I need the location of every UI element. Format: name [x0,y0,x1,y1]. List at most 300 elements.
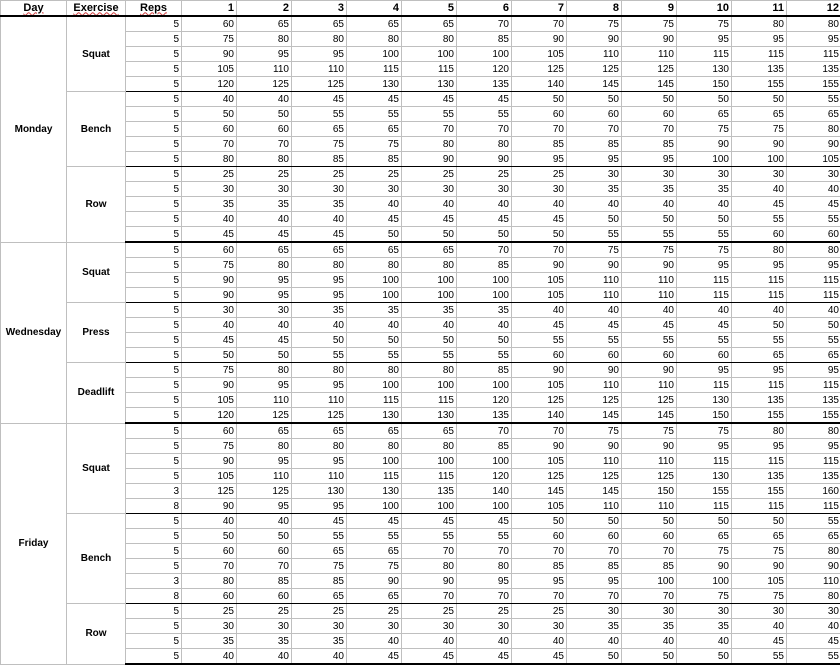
header-week[interactable]: 7 [512,1,567,17]
weight-cell[interactable]: 80 [402,363,457,378]
weight-cell[interactable]: 125 [237,77,292,92]
weight-cell[interactable]: 95 [677,258,732,273]
day-cell[interactable]: Friday [1,423,67,664]
weight-cell[interactable]: 80 [787,122,840,137]
weight-cell[interactable]: 70 [567,122,622,137]
weight-cell[interactable]: 45 [402,649,457,665]
header-week[interactable]: 10 [677,1,732,17]
weight-cell[interactable]: 45 [787,197,840,212]
weight-cell[interactable]: 50 [732,92,787,107]
weight-cell[interactable]: 65 [347,16,402,32]
weight-cell[interactable]: 45 [292,514,347,529]
weight-cell[interactable]: 35 [677,182,732,197]
weight-cell[interactable]: 35 [237,634,292,649]
weight-cell[interactable]: 120 [457,393,512,408]
weight-cell[interactable]: 90 [182,288,237,303]
reps-cell[interactable]: 5 [126,288,182,303]
weight-cell[interactable]: 35 [622,619,677,634]
weight-cell[interactable]: 90 [402,152,457,167]
weight-cell[interactable]: 65 [787,107,840,122]
reps-cell[interactable]: 5 [126,634,182,649]
weight-cell[interactable]: 60 [567,107,622,122]
weight-cell[interactable]: 115 [677,47,732,62]
weight-cell[interactable]: 110 [622,47,677,62]
weight-cell[interactable]: 50 [512,514,567,529]
weight-cell[interactable]: 25 [292,604,347,619]
weight-cell[interactable]: 65 [787,529,840,544]
weight-cell[interactable]: 95 [512,574,567,589]
weight-cell[interactable]: 110 [622,378,677,393]
weight-cell[interactable]: 75 [622,423,677,439]
reps-cell[interactable]: 5 [126,619,182,634]
weight-cell[interactable]: 40 [677,197,732,212]
weight-cell[interactable]: 75 [677,122,732,137]
weight-cell[interactable]: 95 [567,574,622,589]
reps-cell[interactable]: 5 [126,439,182,454]
header-week[interactable]: 9 [622,1,677,17]
weight-cell[interactable]: 40 [237,318,292,333]
weight-cell[interactable]: 130 [292,484,347,499]
weight-cell[interactable]: 40 [787,182,840,197]
reps-cell[interactable]: 5 [126,137,182,152]
weight-cell[interactable]: 65 [292,589,347,604]
weight-cell[interactable]: 35 [677,619,732,634]
weight-cell[interactable]: 25 [237,604,292,619]
weight-cell[interactable]: 115 [347,62,402,77]
weight-cell[interactable]: 115 [402,393,457,408]
weight-cell[interactable]: 135 [457,408,512,424]
weight-cell[interactable]: 105 [512,288,567,303]
weight-cell[interactable]: 55 [732,212,787,227]
weight-cell[interactable]: 85 [567,559,622,574]
weight-cell[interactable]: 95 [787,363,840,378]
weight-cell[interactable]: 30 [402,182,457,197]
weight-cell[interactable]: 95 [677,439,732,454]
weight-cell[interactable]: 40 [567,303,622,318]
weight-cell[interactable]: 50 [237,107,292,122]
weight-cell[interactable]: 95 [292,47,347,62]
weight-cell[interactable]: 55 [787,333,840,348]
weight-cell[interactable]: 100 [457,47,512,62]
weight-cell[interactable]: 50 [732,514,787,529]
weight-cell[interactable]: 80 [347,32,402,47]
weight-cell[interactable]: 50 [347,333,402,348]
weight-cell[interactable]: 80 [732,242,787,258]
weight-cell[interactable]: 140 [512,77,567,92]
weight-cell[interactable]: 50 [512,227,567,243]
weight-cell[interactable]: 105 [512,273,567,288]
weight-cell[interactable]: 145 [622,408,677,424]
weight-cell[interactable]: 45 [457,649,512,665]
weight-cell[interactable]: 130 [677,393,732,408]
weight-cell[interactable]: 85 [567,137,622,152]
weight-cell[interactable]: 95 [237,47,292,62]
weight-cell[interactable]: 105 [182,62,237,77]
weight-cell[interactable]: 55 [732,333,787,348]
reps-cell[interactable]: 5 [126,227,182,243]
weight-cell[interactable]: 100 [402,47,457,62]
weight-cell[interactable]: 95 [787,258,840,273]
weight-cell[interactable]: 50 [567,514,622,529]
weight-cell[interactable]: 75 [182,32,237,47]
weight-cell[interactable]: 100 [347,454,402,469]
weight-cell[interactable]: 75 [567,423,622,439]
weight-cell[interactable]: 80 [787,16,840,32]
header-week[interactable]: 11 [732,1,787,17]
weight-cell[interactable]: 30 [347,619,402,634]
weight-cell[interactable]: 65 [402,16,457,32]
weight-cell[interactable]: 65 [292,16,347,32]
weight-cell[interactable]: 95 [677,32,732,47]
weight-cell[interactable]: 100 [402,499,457,514]
weight-cell[interactable]: 125 [567,62,622,77]
weight-cell[interactable]: 65 [732,107,787,122]
weight-cell[interactable]: 65 [677,107,732,122]
weight-cell[interactable]: 75 [182,258,237,273]
weight-cell[interactable]: 50 [512,92,567,107]
weight-cell[interactable]: 115 [402,62,457,77]
weight-cell[interactable]: 40 [457,197,512,212]
weight-cell[interactable]: 115 [347,393,402,408]
weight-cell[interactable]: 30 [622,604,677,619]
weight-cell[interactable]: 120 [457,469,512,484]
weight-cell[interactable]: 110 [567,273,622,288]
weight-cell[interactable]: 75 [622,242,677,258]
weight-cell[interactable]: 80 [402,559,457,574]
weight-cell[interactable]: 155 [677,484,732,499]
weight-cell[interactable]: 80 [787,423,840,439]
weight-cell[interactable]: 60 [237,589,292,604]
weight-cell[interactable]: 35 [292,197,347,212]
weight-cell[interactable]: 80 [237,363,292,378]
weight-cell[interactable]: 95 [677,363,732,378]
weight-cell[interactable]: 90 [787,559,840,574]
weight-cell[interactable]: 105 [512,47,567,62]
reps-cell[interactable]: 5 [126,544,182,559]
weight-cell[interactable]: 140 [457,484,512,499]
weight-cell[interactable]: 75 [677,589,732,604]
weight-cell[interactable]: 45 [347,514,402,529]
weight-cell[interactable]: 125 [567,393,622,408]
weight-cell[interactable]: 45 [567,318,622,333]
weight-cell[interactable]: 60 [182,589,237,604]
weight-cell[interactable]: 110 [622,499,677,514]
weight-cell[interactable]: 115 [347,469,402,484]
weight-cell[interactable]: 30 [732,604,787,619]
weight-cell[interactable]: 60 [182,16,237,32]
weight-cell[interactable]: 100 [622,574,677,589]
weight-cell[interactable]: 25 [402,604,457,619]
weight-cell[interactable]: 90 [182,47,237,62]
weight-cell[interactable]: 40 [347,197,402,212]
weight-cell[interactable]: 55 [567,333,622,348]
weight-cell[interactable]: 135 [787,469,840,484]
weight-cell[interactable]: 40 [732,303,787,318]
weight-cell[interactable]: 135 [787,393,840,408]
weight-cell[interactable]: 60 [182,242,237,258]
weight-cell[interactable]: 45 [512,649,567,665]
weight-cell[interactable]: 130 [402,408,457,424]
weight-cell[interactable]: 105 [787,152,840,167]
weight-cell[interactable]: 80 [457,137,512,152]
weight-cell[interactable]: 60 [787,227,840,243]
weight-cell[interactable]: 60 [677,348,732,363]
weight-cell[interactable]: 40 [732,619,787,634]
header-week[interactable]: 8 [567,1,622,17]
exercise-cell[interactable]: Deadlift [67,363,126,424]
weight-cell[interactable]: 90 [567,363,622,378]
weight-cell[interactable]: 50 [182,529,237,544]
reps-cell[interactable]: 5 [126,182,182,197]
weight-cell[interactable]: 50 [787,318,840,333]
weight-cell[interactable]: 90 [622,439,677,454]
reps-cell[interactable]: 5 [126,273,182,288]
weight-cell[interactable]: 120 [182,77,237,92]
weight-cell[interactable]: 155 [732,408,787,424]
reps-cell[interactable]: 8 [126,589,182,604]
weight-cell[interactable]: 90 [732,559,787,574]
weight-cell[interactable]: 110 [237,62,292,77]
weight-cell[interactable]: 50 [457,227,512,243]
weight-cell[interactable]: 65 [237,242,292,258]
reps-cell[interactable]: 5 [126,16,182,32]
weight-cell[interactable]: 55 [457,107,512,122]
weight-cell[interactable]: 40 [292,649,347,665]
weight-cell[interactable]: 145 [567,484,622,499]
weight-cell[interactable]: 70 [402,544,457,559]
weight-cell[interactable]: 45 [237,227,292,243]
weight-cell[interactable]: 80 [787,242,840,258]
weight-cell[interactable]: 85 [237,574,292,589]
weight-cell[interactable]: 30 [182,182,237,197]
weight-cell[interactable]: 85 [457,258,512,273]
weight-cell[interactable]: 30 [567,167,622,182]
weight-cell[interactable]: 65 [402,242,457,258]
weight-cell[interactable]: 75 [567,242,622,258]
weight-cell[interactable]: 55 [292,529,347,544]
weight-cell[interactable]: 50 [622,92,677,107]
weight-cell[interactable]: 80 [732,423,787,439]
weight-cell[interactable]: 90 [677,559,732,574]
weight-cell[interactable]: 110 [237,469,292,484]
weight-cell[interactable]: 110 [567,378,622,393]
weight-cell[interactable]: 45 [347,212,402,227]
weight-cell[interactable]: 100 [347,273,402,288]
weight-cell[interactable]: 115 [787,378,840,393]
weight-cell[interactable]: 130 [347,484,402,499]
weight-cell[interactable]: 45 [347,92,402,107]
weight-cell[interactable]: 115 [787,288,840,303]
weight-cell[interactable]: 90 [732,137,787,152]
weight-cell[interactable]: 75 [347,559,402,574]
weight-cell[interactable]: 100 [457,288,512,303]
weight-cell[interactable]: 30 [677,167,732,182]
weight-cell[interactable]: 70 [512,589,567,604]
weight-cell[interactable]: 70 [457,589,512,604]
weight-cell[interactable]: 65 [347,544,402,559]
weight-cell[interactable]: 40 [677,634,732,649]
weight-cell[interactable]: 90 [622,258,677,273]
weight-cell[interactable]: 55 [677,227,732,243]
weight-cell[interactable]: 65 [787,348,840,363]
weight-cell[interactable]: 35 [567,619,622,634]
weight-cell[interactable]: 115 [787,454,840,469]
weight-cell[interactable]: 70 [512,16,567,32]
weight-cell[interactable]: 30 [182,303,237,318]
weight-cell[interactable]: 120 [457,62,512,77]
weight-cell[interactable]: 145 [512,484,567,499]
weight-cell[interactable]: 50 [237,529,292,544]
weight-cell[interactable]: 160 [787,484,840,499]
weight-cell[interactable]: 145 [567,77,622,92]
weight-cell[interactable]: 135 [732,62,787,77]
weight-cell[interactable]: 130 [677,469,732,484]
weight-cell[interactable]: 100 [457,378,512,393]
weight-cell[interactable]: 115 [402,469,457,484]
weight-cell[interactable]: 70 [622,589,677,604]
weight-cell[interactable]: 35 [182,197,237,212]
weight-cell[interactable]: 80 [292,258,347,273]
weight-cell[interactable]: 70 [512,423,567,439]
weight-cell[interactable]: 50 [567,649,622,665]
weight-cell[interactable]: 155 [732,77,787,92]
weight-cell[interactable]: 105 [512,454,567,469]
weight-cell[interactable]: 90 [512,258,567,273]
weight-cell[interactable]: 90 [182,273,237,288]
weight-cell[interactable]: 45 [402,514,457,529]
weight-cell[interactable]: 30 [457,619,512,634]
weight-cell[interactable]: 50 [622,514,677,529]
weight-cell[interactable]: 45 [512,212,567,227]
weight-cell[interactable]: 85 [622,137,677,152]
weight-cell[interactable]: 125 [512,393,567,408]
weight-cell[interactable]: 80 [787,544,840,559]
weight-cell[interactable]: 95 [567,152,622,167]
weight-cell[interactable]: 70 [622,544,677,559]
weight-cell[interactable]: 75 [732,589,787,604]
weight-cell[interactable]: 40 [402,634,457,649]
weight-cell[interactable]: 80 [292,32,347,47]
weight-cell[interactable]: 40 [787,303,840,318]
weight-cell[interactable]: 65 [347,589,402,604]
weight-cell[interactable]: 45 [732,197,787,212]
weight-cell[interactable]: 100 [347,288,402,303]
weight-cell[interactable]: 120 [182,408,237,424]
weight-cell[interactable]: 60 [732,227,787,243]
exercise-cell[interactable]: Row [67,167,126,243]
weight-cell[interactable]: 115 [677,273,732,288]
weight-cell[interactable]: 45 [677,318,732,333]
weight-cell[interactable]: 40 [292,212,347,227]
weight-cell[interactable]: 30 [237,619,292,634]
weight-cell[interactable]: 45 [182,227,237,243]
weight-cell[interactable]: 40 [182,318,237,333]
weight-cell[interactable]: 50 [732,318,787,333]
weight-cell[interactable]: 50 [622,212,677,227]
weight-cell[interactable]: 110 [237,393,292,408]
header-week[interactable]: 12 [787,1,840,17]
header-week[interactable]: 2 [237,1,292,17]
weight-cell[interactable]: 80 [182,574,237,589]
weight-cell[interactable]: 110 [567,499,622,514]
weight-cell[interactable]: 130 [402,77,457,92]
reps-cell[interactable]: 5 [126,318,182,333]
weight-cell[interactable]: 105 [732,574,787,589]
exercise-cell[interactable]: Press [67,303,126,363]
weight-cell[interactable]: 95 [732,258,787,273]
weight-cell[interactable]: 110 [567,288,622,303]
weight-cell[interactable]: 150 [622,484,677,499]
weight-cell[interactable]: 35 [457,303,512,318]
weight-cell[interactable]: 60 [622,529,677,544]
weight-cell[interactable]: 95 [237,288,292,303]
weight-cell[interactable]: 45 [457,514,512,529]
weight-cell[interactable]: 135 [732,469,787,484]
weight-cell[interactable]: 90 [182,499,237,514]
weight-cell[interactable]: 30 [622,167,677,182]
weight-cell[interactable]: 55 [402,348,457,363]
weight-cell[interactable]: 50 [677,92,732,107]
weight-cell[interactable]: 50 [677,514,732,529]
exercise-cell[interactable]: Squat [67,242,126,303]
weight-cell[interactable]: 95 [512,152,567,167]
reps-cell[interactable]: 5 [126,454,182,469]
weight-cell[interactable]: 95 [292,288,347,303]
weight-cell[interactable]: 80 [347,439,402,454]
reps-cell[interactable]: 3 [126,484,182,499]
weight-cell[interactable]: 70 [512,544,567,559]
weight-cell[interactable]: 40 [237,649,292,665]
weight-cell[interactable]: 25 [182,604,237,619]
reps-cell[interactable]: 5 [126,242,182,258]
weight-cell[interactable]: 110 [622,288,677,303]
weight-cell[interactable]: 115 [732,47,787,62]
weight-cell[interactable]: 60 [182,423,237,439]
weight-cell[interactable]: 100 [402,454,457,469]
weight-cell[interactable]: 125 [237,408,292,424]
weight-cell[interactable]: 50 [292,333,347,348]
weight-cell[interactable]: 45 [732,634,787,649]
weight-cell[interactable]: 125 [622,469,677,484]
weight-cell[interactable]: 100 [732,152,787,167]
header-week[interactable]: 3 [292,1,347,17]
weight-cell[interactable]: 60 [622,107,677,122]
weight-cell[interactable]: 90 [512,439,567,454]
reps-cell[interactable]: 5 [126,167,182,182]
weight-cell[interactable]: 110 [622,273,677,288]
reps-cell[interactable]: 5 [126,258,182,273]
weight-cell[interactable]: 45 [402,92,457,107]
weight-cell[interactable]: 85 [622,559,677,574]
reps-cell[interactable]: 5 [126,469,182,484]
weight-cell[interactable]: 90 [182,378,237,393]
weight-cell[interactable]: 60 [182,544,237,559]
weight-cell[interactable]: 65 [677,529,732,544]
weight-cell[interactable]: 40 [567,197,622,212]
weight-cell[interactable]: 75 [677,423,732,439]
weight-cell[interactable]: 45 [457,92,512,107]
weight-cell[interactable]: 70 [567,544,622,559]
weight-cell[interactable]: 40 [677,303,732,318]
weight-cell[interactable]: 40 [347,634,402,649]
weight-cell[interactable]: 65 [292,423,347,439]
weight-cell[interactable]: 105 [182,393,237,408]
weight-cell[interactable]: 90 [567,258,622,273]
weight-cell[interactable]: 130 [347,77,402,92]
weight-cell[interactable]: 65 [237,16,292,32]
weight-cell[interactable]: 40 [567,634,622,649]
weight-cell[interactable]: 60 [237,122,292,137]
